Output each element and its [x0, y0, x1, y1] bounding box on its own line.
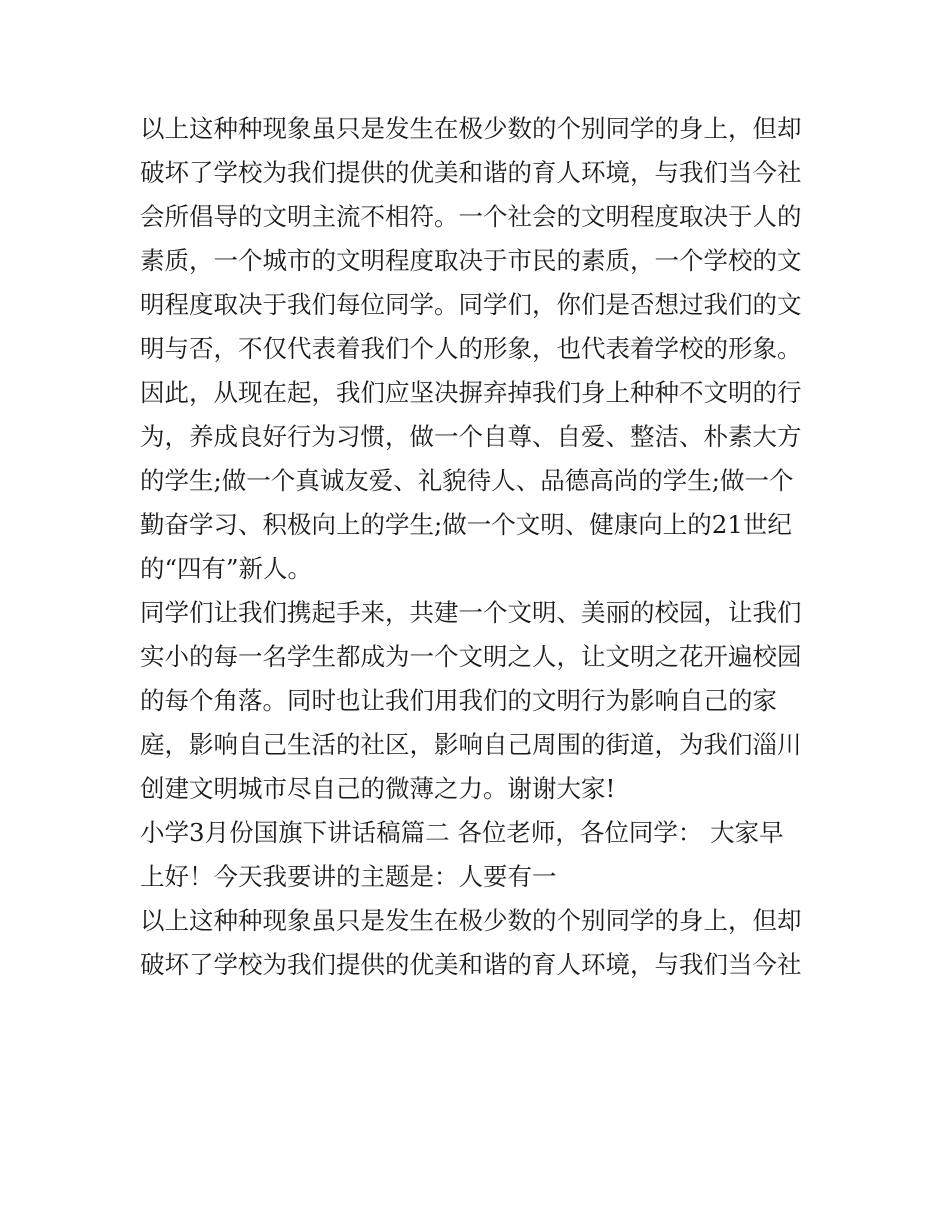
text-line: 为，养成良好行为习惯，做一个自尊、自爱、整洁、朴素大方 — [140, 422, 802, 451]
text-line: 明与否，不仅代表着我们个人的形象，也代表着学校的形象。 — [140, 334, 802, 363]
text-line: 破坏了学校为我们提供的优美和谐的育人环境，与我们当今社 — [140, 950, 802, 979]
text-line: 庭，影响自己生活的社区，影响自己周围的街道，为我们淄川 — [140, 730, 802, 759]
paragraph-4 — [140, 899, 820, 987]
text-line: 明程度取决于我们每位同学。同学们，你们是否想过我们的文 — [140, 290, 802, 319]
text-line: 以上这种种现象虽只是发生在极少数的个别同学的身上，但却 — [140, 114, 802, 143]
text-line: 会所倡导的文明主流不相符。一个社会的文明程度取决于人的 — [140, 202, 802, 231]
text-line: 以上这种种现象虽只是发生在极少数的个别同学的身上，但却 — [140, 906, 802, 935]
text-line: 的每个角落。同时也让我们用我们的文明行为影响自己的家 — [140, 686, 777, 715]
document-body — [140, 107, 820, 987]
text-line: 上好！今天我要讲的主题是：人要有一 — [140, 862, 557, 891]
paragraph-3 — [140, 811, 820, 899]
text-line: 破坏了学校为我们提供的优美和谐的育人环境，与我们当今社 — [140, 158, 802, 187]
text-line: 实小的每一名学生都成为一个文明之人，让文明之花开遍校园 — [140, 642, 802, 671]
paragraph-2 — [140, 591, 820, 811]
text-line: 因此，从现在起，我们应坚决摒弃掉我们身上种种不文明的行 — [140, 378, 802, 407]
paragraph-1 — [140, 107, 820, 591]
text-line: 素质，一个城市的文明程度取决于市民的素质，一个学校的文 — [140, 246, 802, 275]
text-line: 的“四有”新人。 — [140, 554, 313, 583]
text-line: 的学生;做一个真诚友爱、礼貌待人、品德高尚的学生;做一个 — [140, 466, 794, 495]
text-line: 勤奋学习、积极向上的学生;做一个文明、健康向上的21世纪 — [140, 510, 792, 539]
text-line: 同学们让我们携起手来，共建一个文明、美丽的校园，让我们 — [140, 598, 802, 627]
text-line: 创建文明城市尽自己的微薄之力。谢谢大家! — [140, 774, 616, 803]
text-line: 小学3月份国旗下讲话稿篇二 各位老师，各位同学： 大家早 — [140, 818, 784, 847]
